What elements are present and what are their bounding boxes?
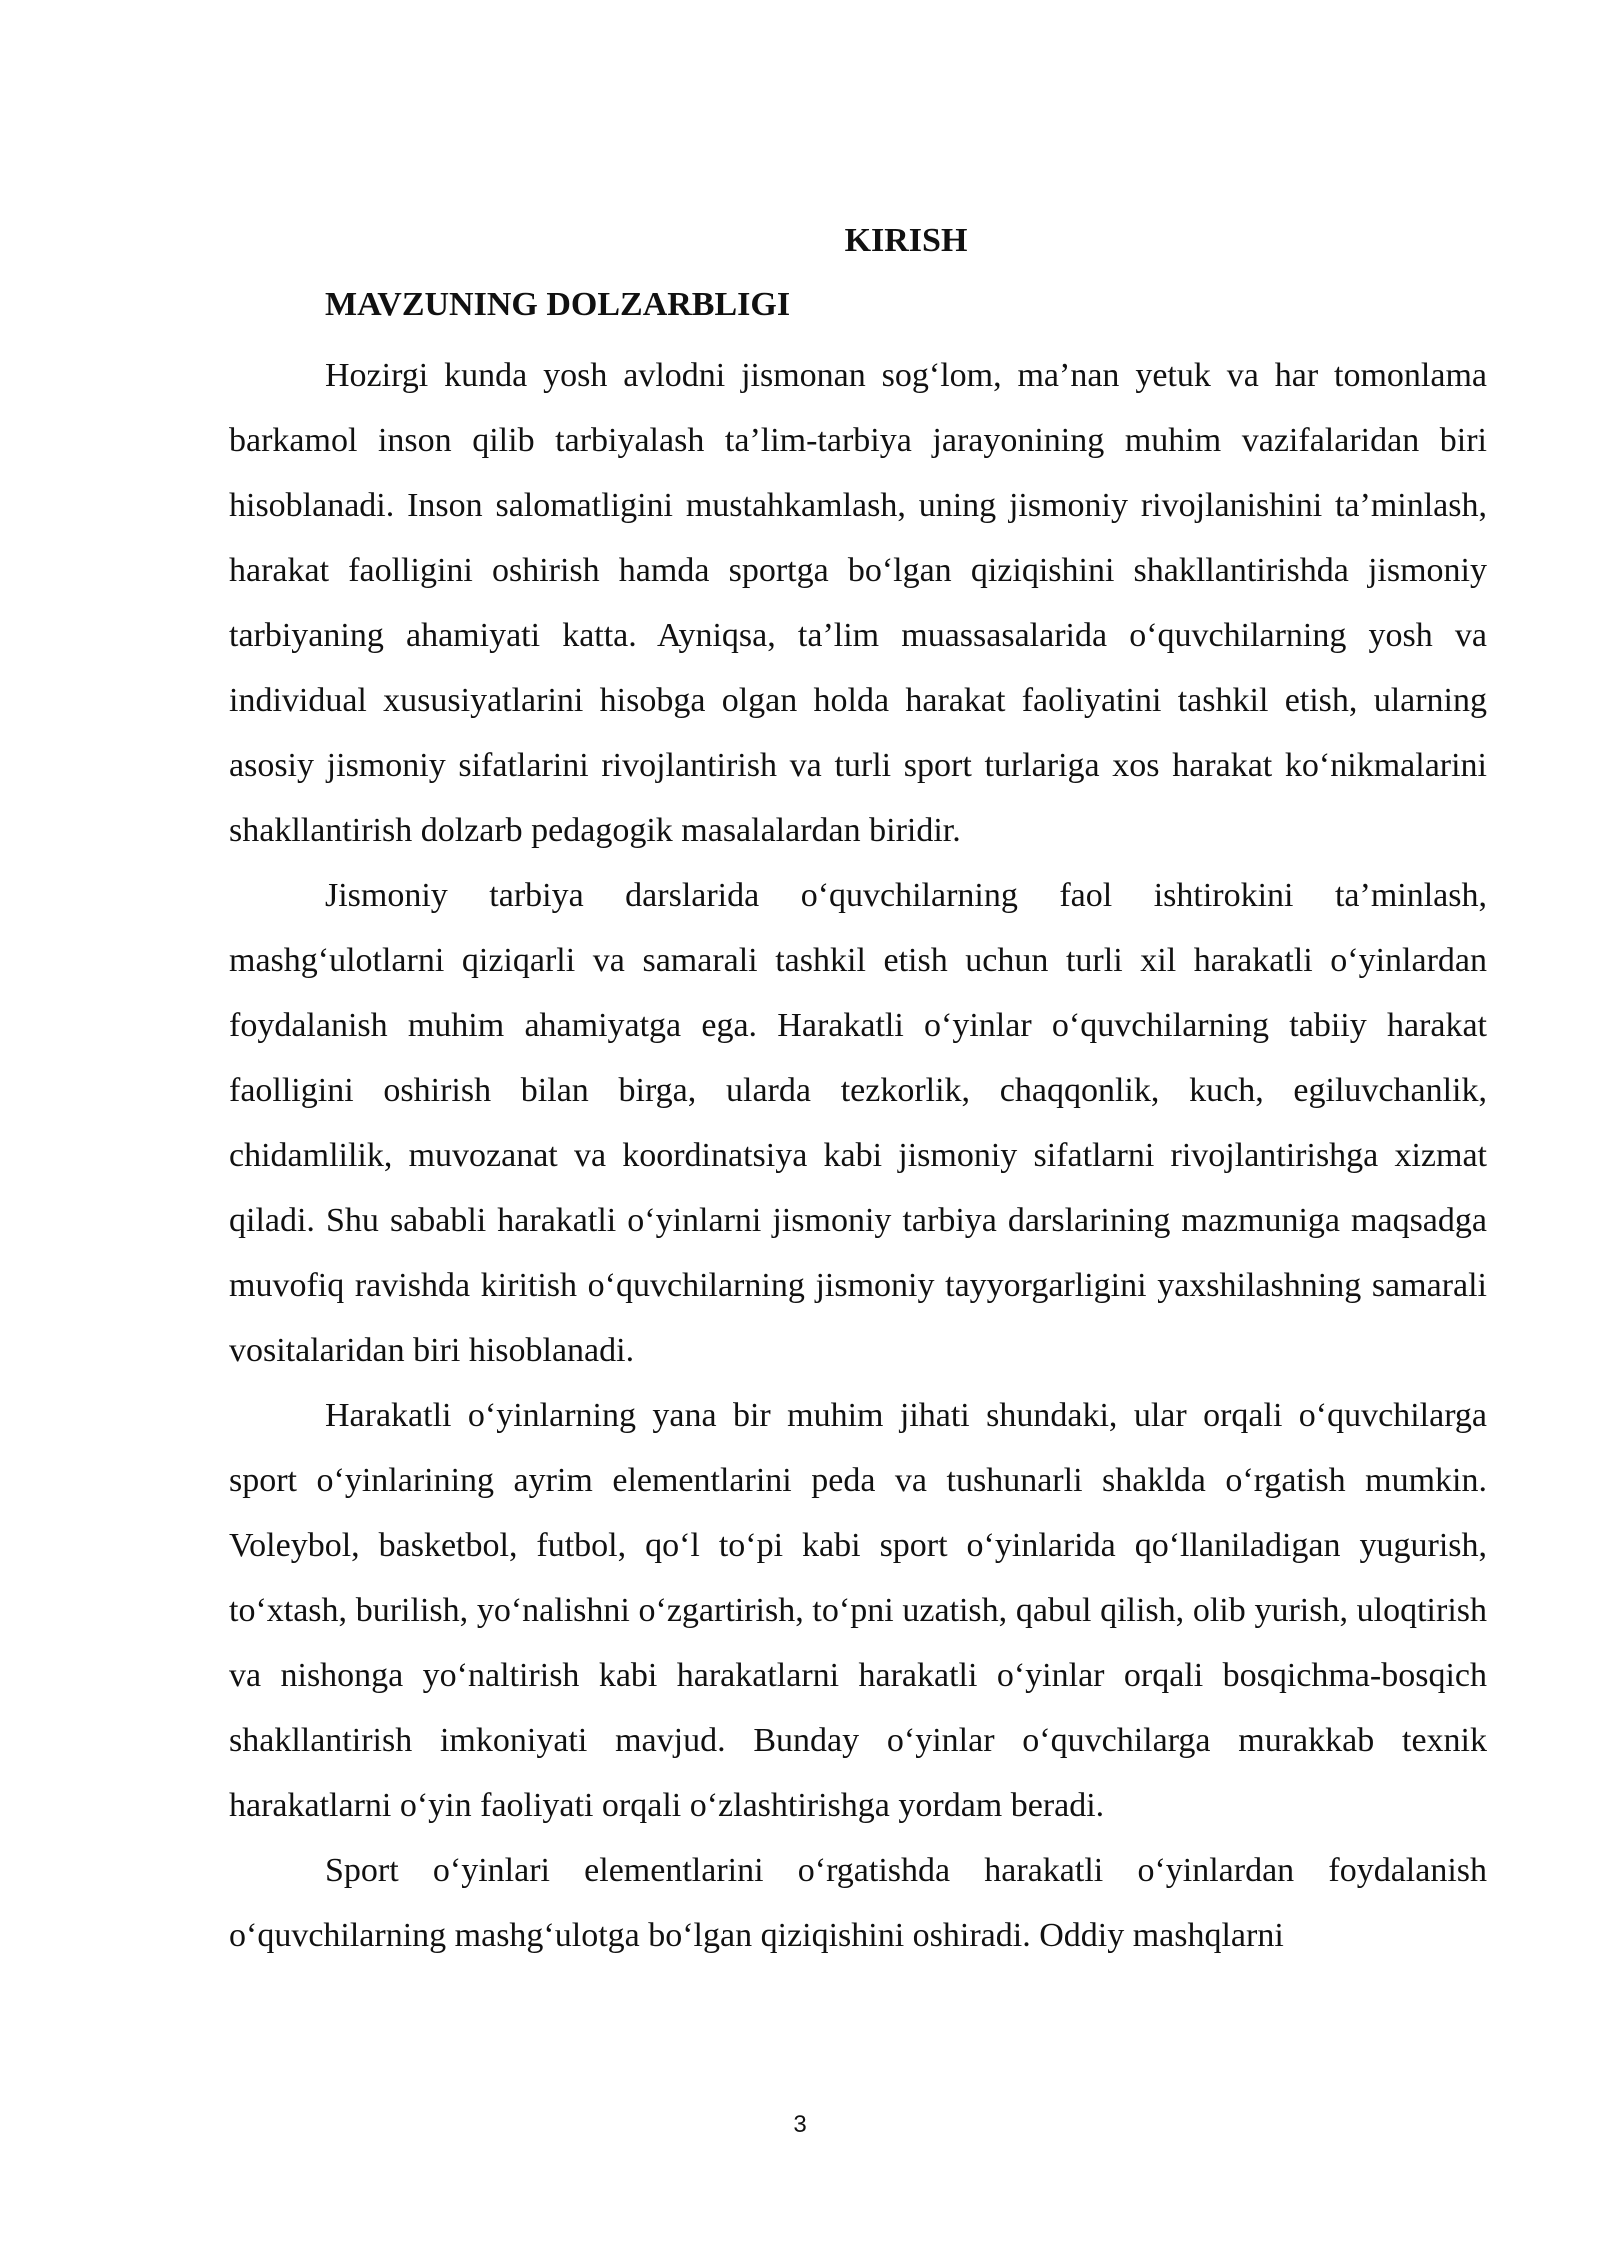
page-number: 3 (793, 2111, 807, 2138)
paragraph-3: Harakatli o‘yinlarning yana bir muhim jihati shundaki, ular orqali o‘quvchilarga sport o‘yinlarining ayrim elementlarini peda va tushunarli shaklda o‘rgatish mumkin. Voleybol, basketbol, futbol, qo‘l to‘pi kabi sport o‘yinlarida qo‘llaniladigan yugurish, to‘xtash, burilish, yo‘nalishni o‘zgartirish, to‘pni uzatish, qabul qilish, olib yurish, uloqtirish va nishonga yo‘naltirish kabi harakatlarni harakatli o‘yinlar orqali bosqichma-bosqich shakllantirish imkoniyati mavjud. Bunday o‘yinlar o‘quvchilarga murakkab texnik harakatlarni o‘yin faoliyati orqali o‘zlashtirishga yordam beradi. (229, 1397, 1487, 1824)
section-heading: MAVZUNING DOLZARBLIGI (325, 286, 791, 323)
paragraph-4: Sport o‘yinlari elementlarini o‘rgatishda harakatli o‘yinlardan foydalanish o‘quvchilarning mashg‘ulotga bo‘lgan qiziqishini oshiradi. Oddiy mashqlarni (229, 1852, 1487, 1954)
paragraph-2: Jismoniy tarbiya darslarida o‘quvchilarning faol ishtirokini ta’minlash, mashg‘ulotlarni qiziqarli va samarali tashkil etish uchun turli xil harakatli o‘yinlardan foydalanish muhim ahamiyatga ega. Harakatli o‘yinlar o‘quvchilarning tabiiy harakat faolligini oshirish bilan birga, ularda tezkorlik, chaqqonlik, kuch, egiluvchanlik, chidamlilik, muvozanat va koordinatsiya kabi jismoniy sifatlarni rivojlantirishga xizmat qiladi. Shu sababli harakatli o‘yinlarni jismoniy tarbiya darslarining mazmuniga maqsadga muvofiq ravishda kiritish o‘quvchilarning jismoniy tayyorgarligini yaxshilashning samarali vositalaridan biri hisoblanadi. (229, 877, 1487, 1369)
page-content (229, 214, 1487, 1968)
page-title: KIRISH (844, 222, 968, 259)
paragraph-1: Hozirgi kunda yosh avlodni jismonan sog‘lom, ma’nan yetuk va har tomonlama barkamol inson qilib tarbiyalash ta’lim-tarbiya jarayonining muhim vazifalaridan biri hisoblanadi. Inson salomatligini mustahkamlash, uning jismoniy rivojlanishini ta’minlash, harakat faolligini oshirish hamda sportga bo‘lgan qiziqishini shakllantirishda jismoniy tarbiyaning ahamiyati katta. Ayniqsa, ta’lim muassasalarida o‘quvchilarning yosh va individual xususiyatlarini hisobga olgan holda harakat faoliyatini tashkil etish, ularning asosiy jismoniy sifatlarini rivojlantirish va turli sport turlariga xos harakat ko‘nikmalarini shakllantirish dolzarb pedagogik masalalardan biridir. (229, 357, 1487, 849)
